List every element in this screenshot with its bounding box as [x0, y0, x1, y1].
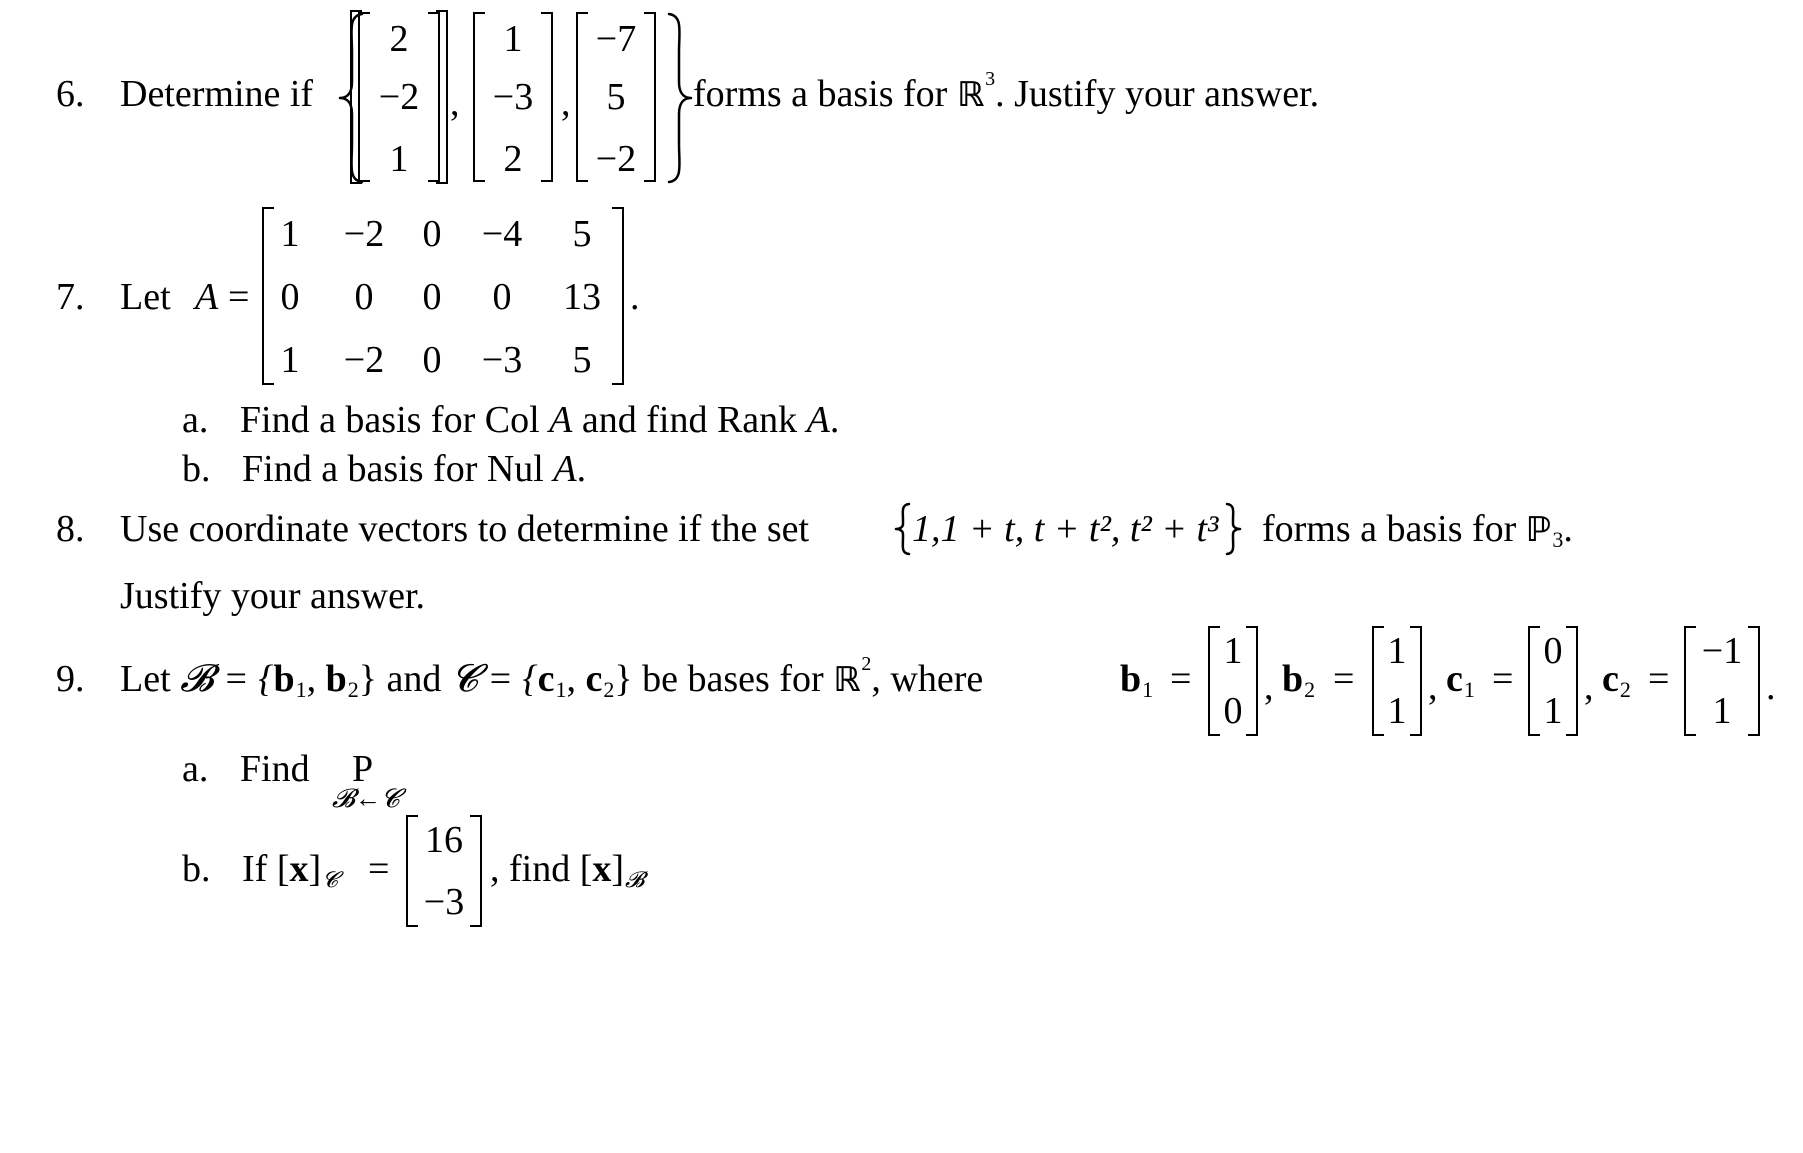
q6-v3-entry-1: −7 [595, 18, 637, 60]
q6-v3-entry-3: −2 [595, 138, 637, 180]
q9-c1: c [537, 658, 555, 700]
q9b-entry-2: −3 [423, 881, 465, 923]
q9-b1-entry-1: 1 [1223, 630, 1243, 672]
q9-c2-entry-1: −1 [1701, 630, 1743, 672]
q8-set-elements: 1,1 + t, t + t², t² + t³ [912, 508, 1219, 550]
q9-sep-2: , [566, 658, 586, 700]
q9-def-c2-label [1602, 660, 1631, 701]
q9-close-1: } [358, 658, 378, 700]
q9-def-b1-letter: b [1120, 658, 1142, 700]
q7-a11: 1 [280, 213, 300, 255]
q8-tail-text: forms a basis for [1262, 508, 1517, 550]
q9-def-b2-eq: = [1333, 658, 1355, 700]
q9b-x: x [289, 848, 309, 890]
q7a-text-1: Find a basis for Col [239, 399, 550, 441]
q9-part-a [182, 750, 310, 788]
q6-right-brace [665, 12, 695, 184]
q9-def-c1-eq: = [1492, 658, 1514, 700]
q6-v2-entry-1: 1 [503, 18, 523, 60]
q9-c2-entry-2: 1 [1712, 690, 1732, 732]
q9-vector-c2 [1684, 626, 1760, 736]
q9-comma-1: , [1264, 666, 1274, 708]
q8-number: 8. [56, 508, 85, 550]
q9b-y-open: [ [579, 848, 593, 890]
q9b-comma: , [490, 848, 500, 890]
q9-b2: b [325, 658, 347, 700]
q9b-vector [406, 815, 482, 927]
q9-c2: c [585, 658, 603, 700]
q9-def-b1-label [1120, 660, 1153, 701]
q7-a34: −3 [481, 339, 523, 381]
q9-part-b-tail [490, 850, 644, 891]
q8-right-brace [1224, 502, 1242, 556]
q6-space-exponent: 3 [985, 68, 996, 90]
q8-line-2: Justify your answer. [120, 575, 426, 617]
q9a-P-subscript: 𝓑←𝓒 [332, 784, 400, 813]
q7-a31: 1 [280, 339, 300, 381]
q7-a23: 0 [422, 276, 442, 318]
q9-and: and [386, 658, 442, 700]
q9-comma-2: , [1428, 666, 1438, 708]
q9-sentence [120, 653, 984, 702]
q7-a33: 0 [422, 339, 442, 381]
q9-basis-C: 𝓒 = { [450, 658, 538, 700]
q9-b2-sub: 2 [347, 677, 359, 702]
q7-a12: −2 [343, 213, 385, 255]
q6-vector-1 [358, 12, 440, 182]
q9-b1-entry-2: 0 [1223, 690, 1243, 732]
q9b-label: b. [182, 848, 211, 890]
q6-tail [693, 68, 1320, 115]
q7-a14: −4 [481, 213, 523, 255]
q7b-text-2: . [576, 448, 587, 490]
q8-end-period: . [1563, 508, 1573, 550]
q7-a24: 0 [492, 276, 512, 318]
q9-def-b1-sub: 1 [1142, 677, 1154, 702]
q7-matrix [262, 207, 624, 385]
q9-c1-entry-2: 1 [1543, 690, 1563, 732]
q9b-y-close: ] [611, 848, 625, 890]
q7-number: 7. [56, 276, 85, 318]
q6-comma-2: , [561, 82, 571, 124]
q6-v2-entry-3: 2 [503, 138, 523, 180]
q7-a21: 0 [280, 276, 300, 318]
q7-end-period: . [630, 276, 640, 318]
q8-space-sub: 3 [1552, 527, 1564, 552]
q9-b2-entry-2: 1 [1387, 690, 1407, 732]
q9-text-2: be bases for [642, 658, 824, 700]
q7-a32: −2 [343, 339, 385, 381]
q9-c1-entry-1: 0 [1543, 630, 1563, 672]
q9-end-period: . [1766, 666, 1776, 708]
q7-a13: 0 [422, 213, 442, 255]
q9b-y: x [592, 848, 612, 890]
q9a-P: P [352, 748, 374, 790]
q6-v1-entry-3: 1 [389, 138, 409, 180]
q9-b1-sub: 1 [295, 677, 307, 702]
q9-sep-1: , [306, 658, 326, 700]
q9-def-c1-label [1446, 660, 1475, 701]
q6-v3-entry-2: 5 [606, 76, 626, 118]
q7-part-b [182, 450, 586, 488]
q8-space-symbol: ℙ [1525, 510, 1552, 550]
q9-c2-sub: 2 [603, 677, 615, 702]
q9-b2-entry-1: 1 [1387, 630, 1407, 672]
q9-where: , where [871, 658, 984, 700]
q9-c1-sub: 1 [555, 677, 567, 702]
q8-tail [1262, 510, 1573, 551]
q8-text: Use coordinate vectors to determine if the set [120, 508, 810, 550]
q9-def-c2-sub: 2 [1619, 677, 1631, 702]
q7-a15: 5 [572, 213, 592, 255]
q9-part-b-lead [182, 850, 338, 891]
q9b-text: If [242, 848, 268, 890]
q9-lead: Let [120, 658, 171, 700]
q9-def-c2-letter: c [1602, 658, 1619, 700]
q9-def-b1-eq: = [1170, 658, 1192, 700]
q7-equals: = [228, 276, 250, 318]
q9-vector-c1 [1528, 626, 1578, 736]
q6-v2-entry-2: −3 [492, 76, 534, 118]
q6-space-symbol: ℝ [956, 75, 985, 115]
q7b-text-1: Find a basis for Nul [242, 448, 554, 490]
q6-lead: Determine if [120, 73, 314, 115]
q6-v1-entry-1: 2 [389, 18, 409, 60]
q7-var-A: A [195, 276, 219, 318]
q9b-x-sub: 𝓒 [322, 867, 338, 892]
q6-vector-2 [473, 12, 553, 182]
q9-number: 9. [56, 658, 85, 700]
q9-vector-b1 [1208, 626, 1258, 736]
q7-a22: 0 [354, 276, 374, 318]
q9b-equals: = [368, 848, 390, 890]
q7a-var-2: A [806, 399, 830, 441]
q7-part-a [182, 401, 839, 439]
q6-tail-b: . Justify your answer. [995, 73, 1320, 115]
q9-b1: b [273, 658, 295, 700]
q9-basis-B: 𝓑 = { [180, 658, 274, 700]
q9-vector-b2 [1372, 626, 1422, 736]
q9-space-symbol: ℝ [833, 660, 861, 700]
q9-close-2: } [614, 658, 633, 700]
q6-tail-a: forms a basis for [693, 73, 948, 115]
q9a-label: a. [182, 748, 209, 790]
q7a-var-1: A [549, 399, 573, 441]
q6-vector-3 [576, 12, 656, 182]
q9-def-c1-letter: c [1446, 658, 1463, 700]
q7-lead: Let [120, 276, 171, 318]
q9-space-exp: 2 [861, 653, 872, 675]
q7a-text-3: . [829, 399, 840, 441]
q6-number: 6. [56, 73, 85, 115]
q9b-find: find [509, 848, 571, 890]
q8-left-brace [894, 502, 912, 556]
q9-def-b2-sub: 2 [1304, 677, 1316, 702]
q9-def-c2-eq: = [1648, 658, 1670, 700]
q9-def-c1-sub: 1 [1463, 677, 1475, 702]
q7b-label: b. [182, 448, 211, 490]
q7b-var-1: A [553, 448, 577, 490]
q6-v1-entry-2: −2 [378, 76, 420, 118]
q9-def-b2-letter: b [1282, 658, 1304, 700]
q7a-text-2: and find Rank [572, 399, 807, 441]
q9-comma-3: , [1584, 666, 1594, 708]
q7a-label: a. [182, 399, 209, 441]
q7-a25: 13 [563, 276, 601, 318]
q9b-x-open: [ [276, 848, 290, 890]
q9b-x-close: ] [308, 848, 322, 890]
q7-a35: 5 [572, 339, 592, 381]
q9b-entry-1: 16 [425, 819, 463, 861]
q9b-y-sub: 𝓑 [625, 867, 645, 892]
q9-def-b2-label [1282, 660, 1315, 701]
q6-comma-1: , [450, 82, 460, 124]
q9a-text: Find [239, 748, 310, 790]
